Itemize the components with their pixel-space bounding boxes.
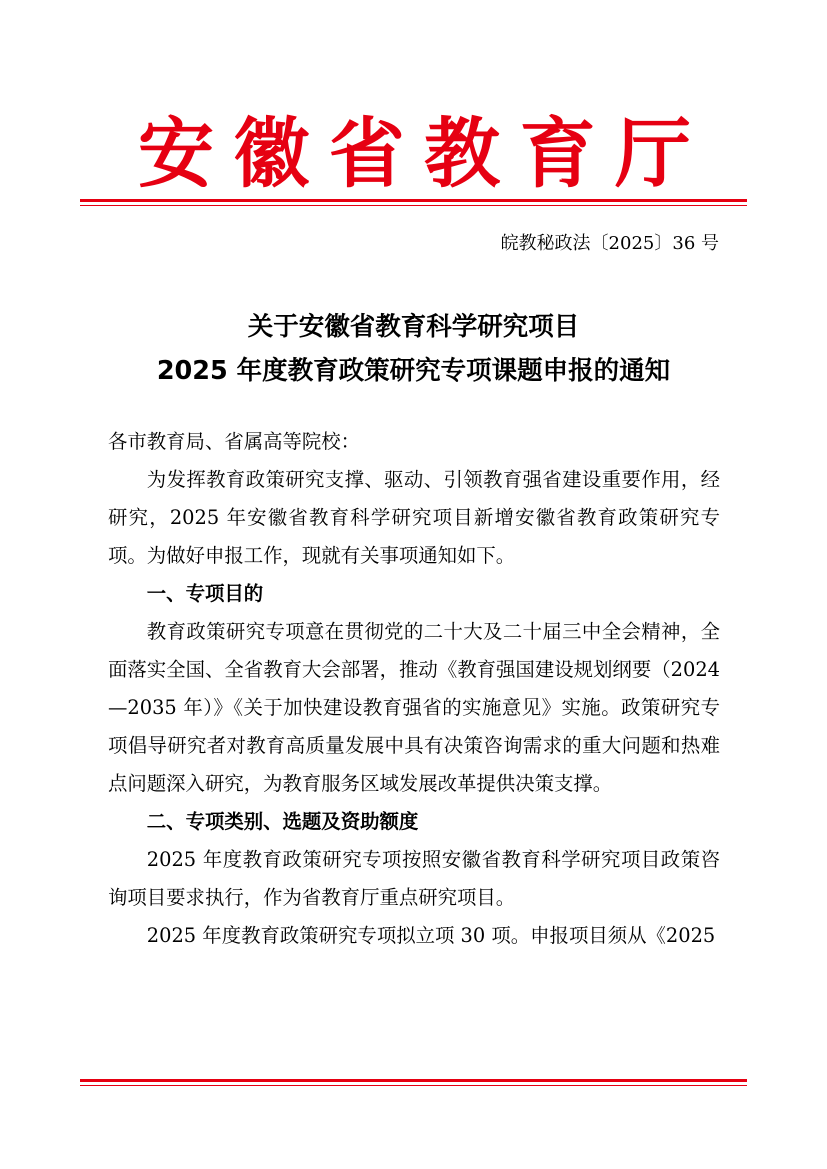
section-1-heading: 一、专项目的	[146, 582, 264, 605]
title-line-2: 2025 年度教育政策研究专项课题申报的通知	[156, 356, 671, 386]
section-1-paragraph: 教育政策研究专项意在贯彻党的二十大及二十届三中全会精神，全面落实全国、全省教育大会部署，推动《教育强国建设规划纲要（2024—2035 年）》《关于加快建设教育强省的实施意见》实施。政策研究专项倡导研究者对教育高质量发展中具有决策咨询需求的重大问题和热难点问题深入研究，为教育服务区域发展改革提供决策支撑。	[108, 620, 720, 795]
footer-red-rule-thick	[80, 1079, 747, 1082]
header-red-rule-thick	[80, 199, 747, 202]
document-number: 皖教秘政法〔2025〕36 号	[500, 233, 719, 254]
section-2-heading: 二、专项类别、选题及资助额度	[146, 810, 419, 833]
masthead-char: 省	[328, 109, 405, 198]
footer-red-rule-thin	[80, 1085, 747, 1086]
intro-paragraph: 为发挥教育政策研究支撑、驱动、引领教育强省建设重要作用，经研究，2025 年安徽省教育科学研究项目新增安徽省教育政策研究专项。为做好申报工作，现就有关事项通知如下。	[108, 468, 720, 567]
masthead-char: 育	[519, 109, 596, 198]
document-body	[108, 423, 720, 955]
salutation: 各市教育局、省属高等院校：	[108, 430, 361, 453]
masthead-char: 安	[138, 109, 214, 198]
title-line-1: 关于安徽省教育科学研究项目	[247, 312, 580, 342]
masthead-char: 徽	[233, 109, 310, 198]
masthead-char: 厅	[614, 109, 691, 198]
section-2-paragraph-2: 2025 年度教育政策研究专项拟立项 30 项。申报项目须从《2025	[146, 924, 716, 947]
document-title	[80, 305, 747, 393]
issuer-masthead	[80, 108, 747, 200]
masthead-char: 教	[424, 109, 501, 198]
header-red-rule-thin	[80, 205, 747, 206]
section-2-paragraph-1: 2025 年度教育政策研究专项按照安徽省教育科学研究项目政策咨询项目要求执行，作为省教育厅重点研究项目。	[108, 848, 720, 909]
